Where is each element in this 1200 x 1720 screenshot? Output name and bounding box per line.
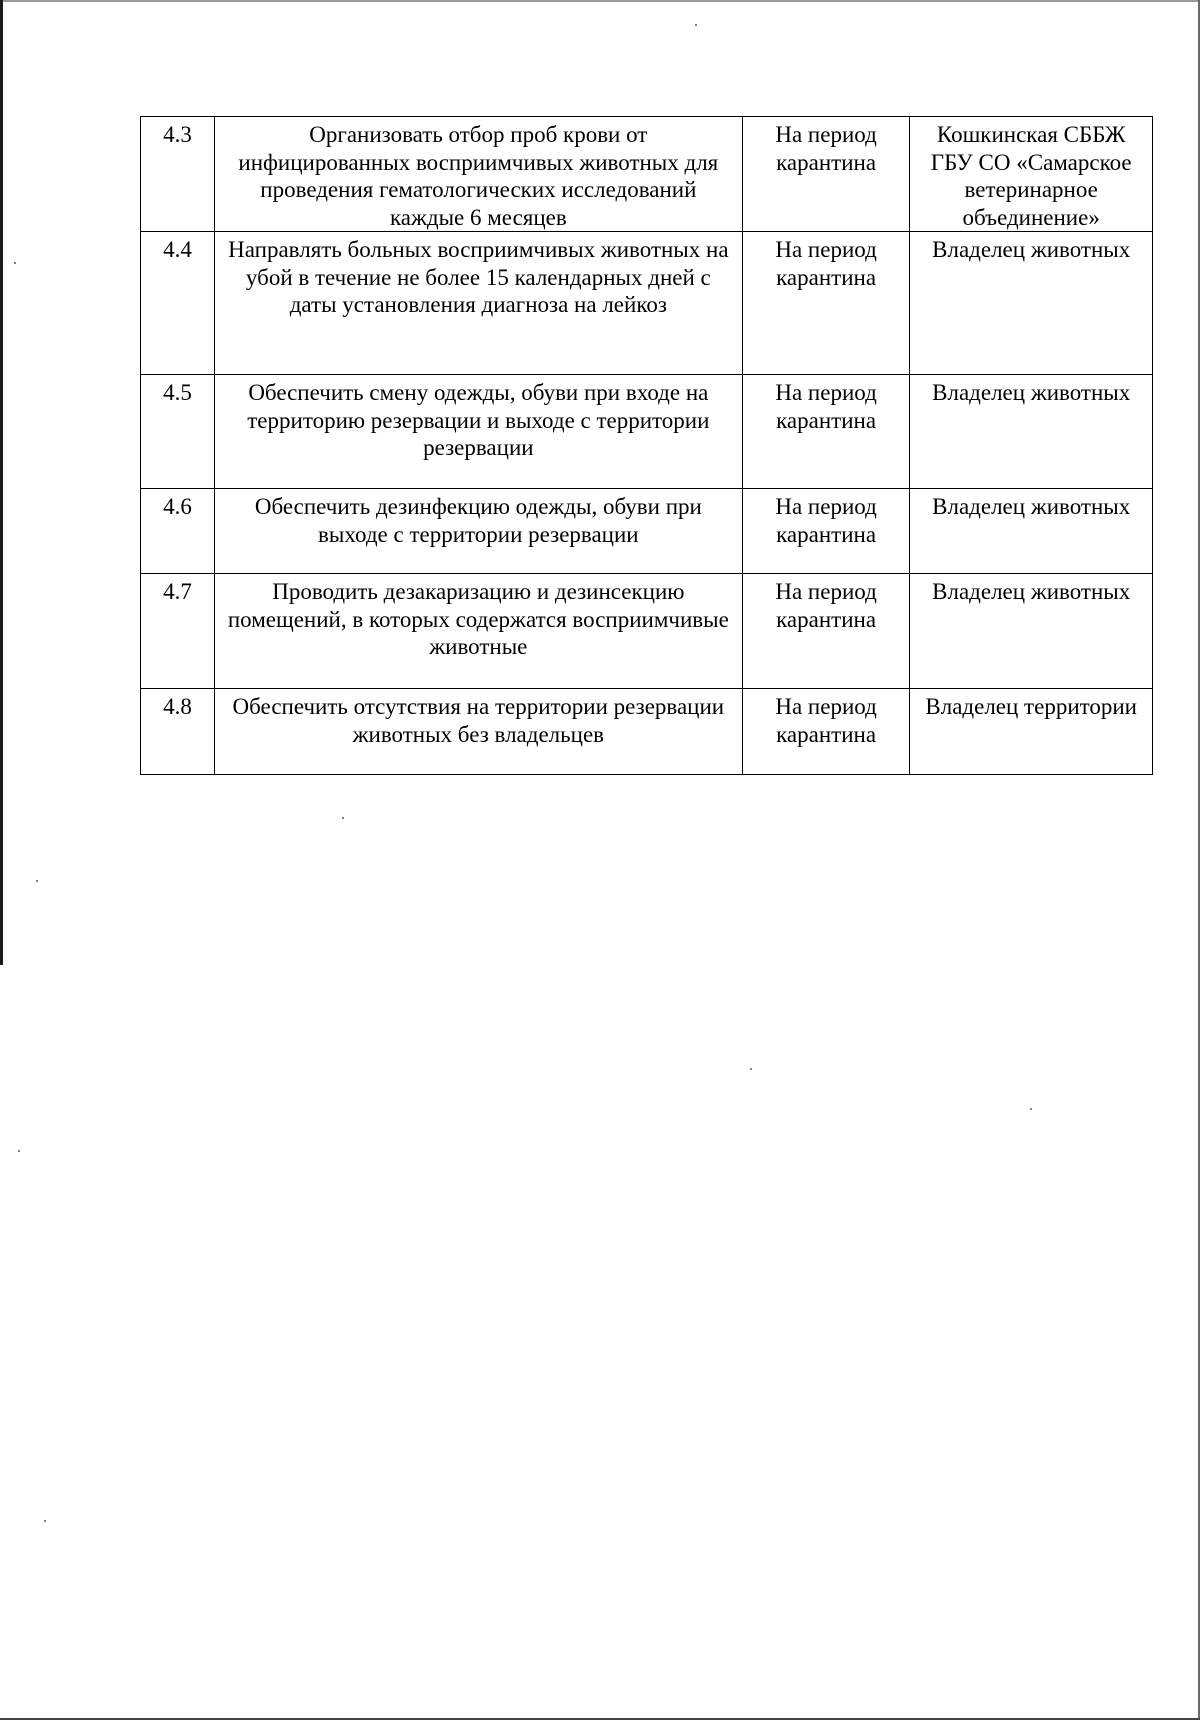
measure-cell: Обеспечить дезинфекцию одежды, обуви при выходе с территории резервации [214,489,742,574]
scan-speck [1030,1108,1032,1110]
scan-speck [695,24,697,26]
responsible-cell: Владелец животных [910,375,1153,489]
measure-cell: Проводить дезакаризацию и дезинсекцию помещений, в которых содержатся восприимчивые животные [214,574,742,689]
term-line: карантина [776,721,877,747]
scan-speck [36,880,38,882]
row-number: 4.6 [141,489,215,574]
term-cell [742,574,910,689]
term-cell [742,489,910,574]
measure-cell: Организовать отбор проб крови от инфицированных восприимчивых животных для проведения гематологических исследований каждые 6 месяцев [214,117,742,232]
term-line: карантина [776,407,877,433]
scan-speck [14,262,16,264]
term-line: карантина [776,521,877,547]
responsible-cell: Владелец территории [910,689,1153,775]
term-line: На период [775,122,877,147]
responsible-cell: Владелец животных [910,489,1153,574]
scan-speck [18,1150,20,1152]
responsible-cell: Владелец животных [910,232,1153,375]
term-line: На период [775,494,877,519]
term-line: карантина [776,264,877,290]
table-row [141,117,1153,232]
scan-speck [342,817,344,819]
term-line: На период [775,579,877,604]
measure-cell: Обеспечить отсутствия на территории резервации животных без владельцев [214,689,742,775]
term-line: карантина [776,606,877,632]
table-row [141,574,1153,689]
table-row [141,489,1153,574]
row-number: 4.3 [141,117,215,232]
row-number: 4.4 [141,232,215,375]
row-number: 4.8 [141,689,215,775]
term-cell [742,689,910,775]
row-number: 4.7 [141,574,215,689]
term-cell [742,375,910,489]
term-cell [742,232,910,375]
term-line: На период [775,237,877,262]
measures-table [140,116,1153,775]
term-line: На период [775,694,877,719]
row-number: 4.5 [141,375,215,489]
table-row [141,232,1153,375]
scan-speck [750,1068,752,1070]
table-row [141,375,1153,489]
term-line: карантина [776,149,877,175]
table-row [141,689,1153,775]
responsible-cell: Владелец животных [910,574,1153,689]
scan-edge-top [0,0,1200,2]
scan-edge-left [0,0,3,965]
responsible-cell: Кошкинская СББЖ ГБУ СО «Самарское ветеринарное объединение» [910,117,1153,232]
term-cell [742,117,910,232]
measure-cell: Обеспечить смену одежды, обуви при входе на территорию резервации и выходе с территории резервации [214,375,742,489]
scan-speck [44,1520,46,1522]
term-line: На период [775,380,877,405]
measure-cell: Направлять больных восприимчивых животных на убой в течение не более 15 календарных дней с даты установления диагноза на лейкоз [214,232,742,375]
